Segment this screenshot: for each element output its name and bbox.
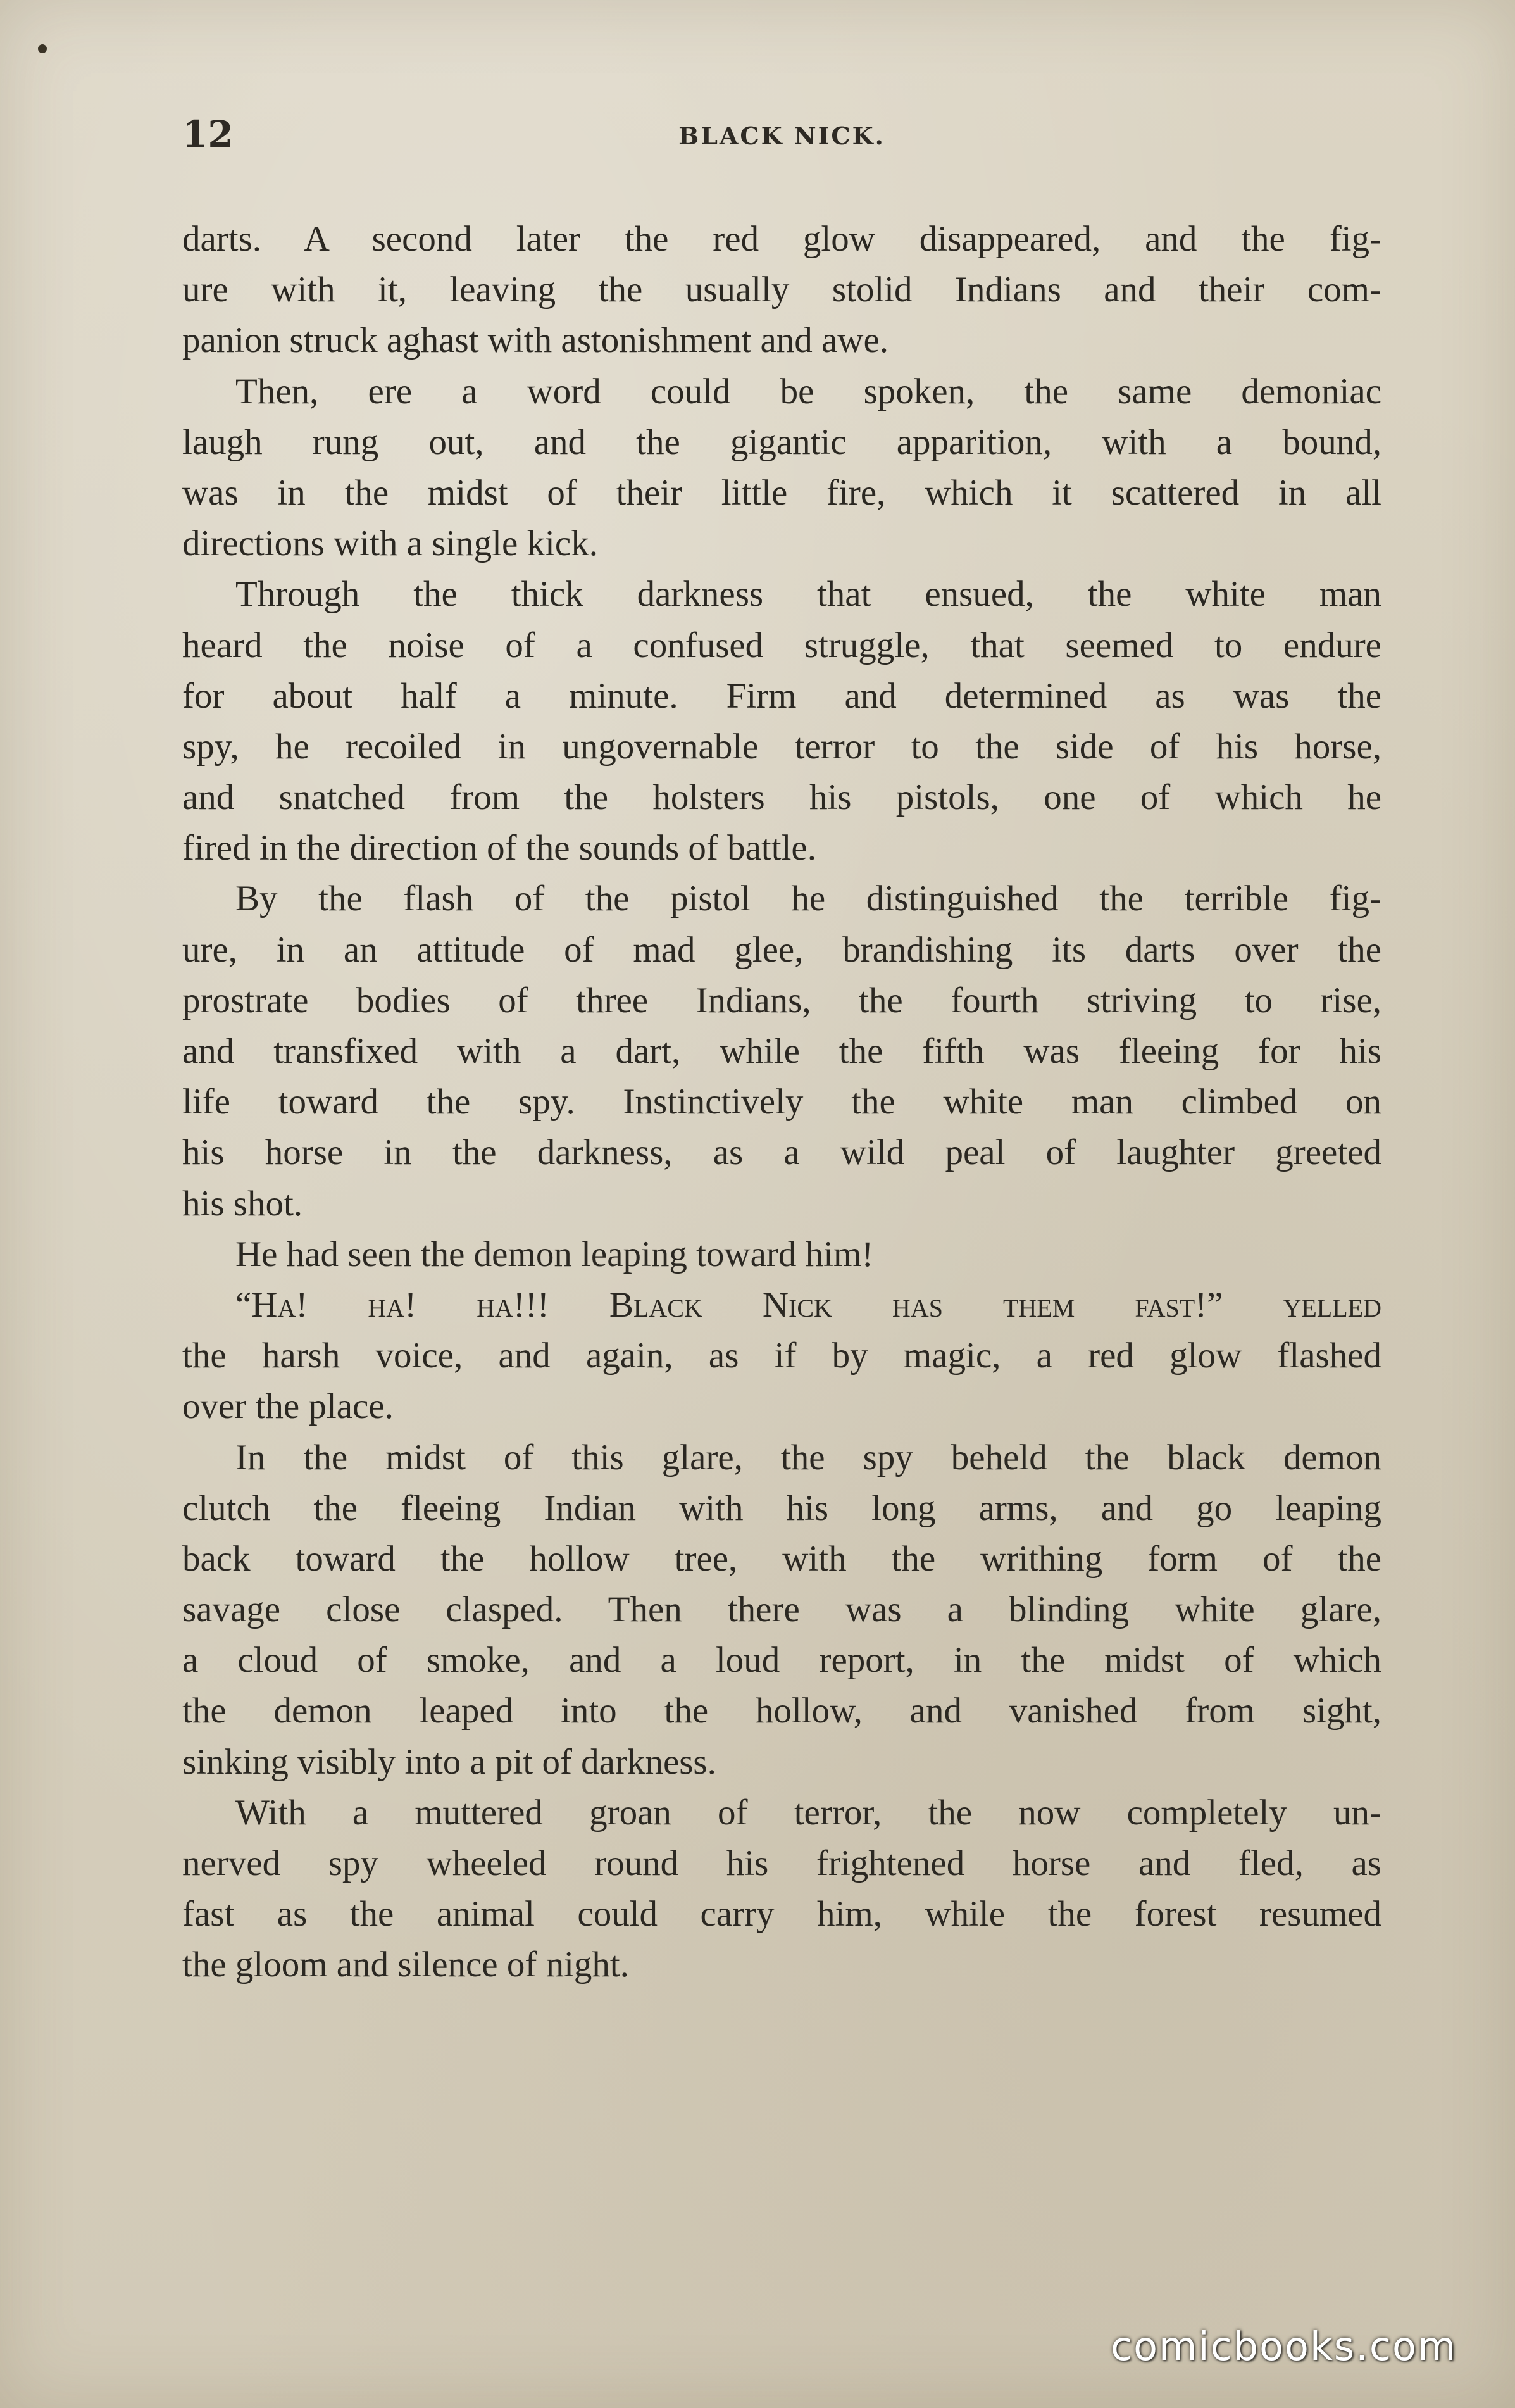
text-line: his horse in the darkness, as a wild peal of laughter greeted [182,1132,1381,1173]
text-line: heard the noise of a confused struggle, that seemed to endure [182,625,1381,665]
text-line: fast as the animal could carry him, while the forest resumed [182,1894,1381,1935]
text-line: prostrate bodies of three Indians, the fourth striving to rise, [182,980,1381,1020]
text-line: “Ha! ha! ha!!! Black Nick has them fast!” yelled [235,1284,1381,1325]
page-header [182,113,1381,163]
text-line: clutch the fleeing Indian with his long arms, and go leaping [182,1488,1381,1528]
text-line: a cloud of smoke, and a loud report, in the midst of which [182,1640,1381,1681]
text-line: ure, in an attitude of mad glee, brandishing its darts over the [182,929,1381,970]
text-line: and snatched from the holsters his pistols, one of which he [182,777,1381,818]
text-line: his shot. [182,1183,303,1224]
text-line: In the midst of this glare, the spy beheld the black demon [235,1437,1381,1477]
text-line: panion struck aghast with astonishment and awe. [182,320,889,361]
text-line: darts. A second later the red glow disappeared, and the fig- [182,219,1381,259]
text-line: By the flash of the pistol he distinguished the terrible fig- [235,879,1381,919]
site-watermark: comicbooks.com [1111,2323,1457,2369]
text-line: and transfixed with a dart, while the fifth was fleeing for his [182,1031,1381,1071]
text-line: directions with a single kick. [182,524,598,564]
text-line: over the place. [182,1386,394,1427]
text-line: laugh rung out, and the gigantic apparition, with a bound, [182,422,1381,462]
text-line: the demon leaped into the hollow, and vanished from sight, [182,1691,1381,1731]
text-line: was in the midst of their little fire, which it scattered in all [182,472,1381,513]
text-line: the gloom and silence of night. [182,1945,630,1985]
text-line: Through the thick darkness that ensued, the white man [235,574,1381,615]
text-line: With a muttered groan of terror, the now completely un- [235,1792,1381,1833]
text-line: savage close clasped. Then there was a blinding white glare, [182,1590,1381,1630]
text-line: spy, he recoiled in ungovernable terror to the side of his horse, [182,726,1381,767]
text-line: back toward the hollow tree, with the writhing form of the [182,1538,1381,1579]
text-line: for about half a minute. Firm and determined as was the [182,675,1381,716]
page-number: 12 [182,113,234,156]
body-text [182,214,1381,1991]
ink-speck [38,44,47,53]
text-line: Then, ere a word could be spoken, the same demoniac [235,371,1381,411]
text-line: sinking visibly into a pit of darkness. [182,1741,716,1782]
text-line: ure with it, leaving the usually stolid Indians and their com- [182,270,1381,310]
text-line: fired in the direction of the sounds of battle. [182,828,816,869]
text-line: nerved spy wheeled round his frightened horse and fled, as [182,1843,1381,1883]
text-line: He had seen the demon leaping toward him! [235,1234,874,1274]
running-title: BLACK NICK. [678,122,885,150]
text-line: the harsh voice, and again, as if by magic, a red glow flashed [182,1336,1381,1376]
text-line: life toward the spy. Instinctively the white man climbed on [182,1082,1381,1122]
